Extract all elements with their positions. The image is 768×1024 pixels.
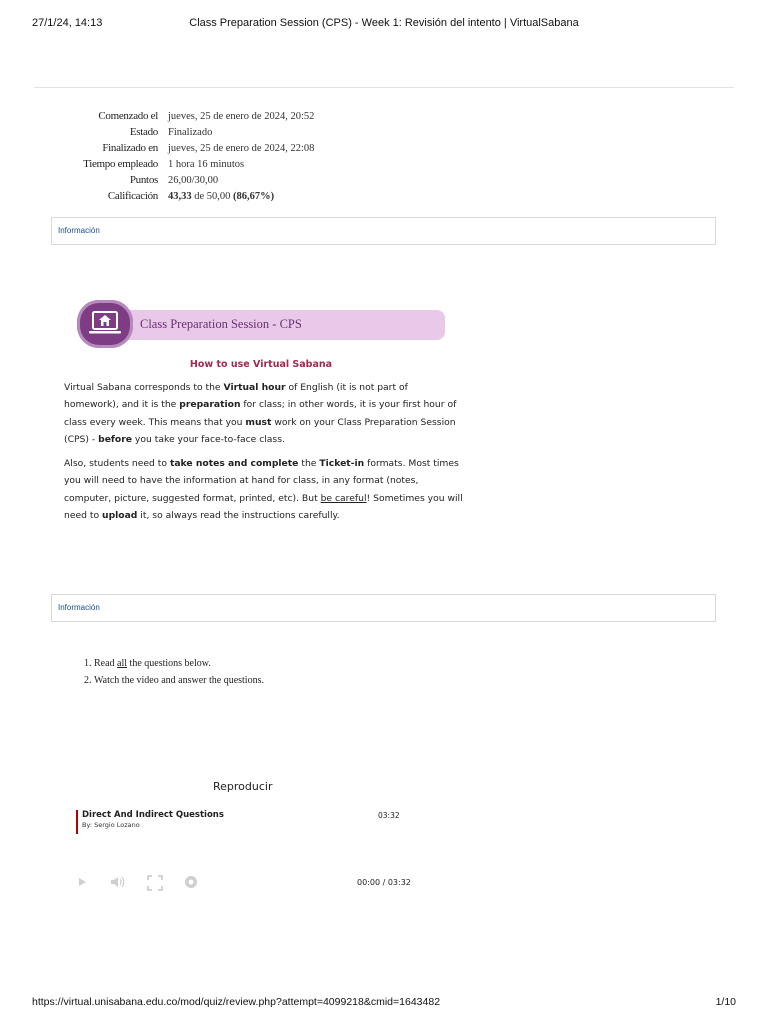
play-video-button[interactable]: Reproducir — [213, 780, 273, 793]
grade-value — [168, 188, 314, 204]
print-url: https://virtual.unisabana.edu.co/mod/quiz/review.php?attempt=4099218&cmid=1643482 — [32, 996, 441, 1008]
text-run: the questions below. — [127, 658, 211, 669]
info-box — [51, 217, 716, 245]
banner-title: Class Preparation Session - CPS — [140, 317, 302, 331]
grade-percent: (86,67%) — [233, 190, 275, 202]
summary-row-state — [60, 124, 314, 140]
summary-row-finished — [60, 140, 314, 156]
text-run: Also, students need to — [64, 458, 170, 469]
bold-run: upload — [102, 510, 138, 522]
grade-label: Calificación — [107, 190, 158, 202]
info-label: Información — [58, 603, 100, 612]
text-run: the — [298, 458, 320, 469]
section-subheading: How to use Virtual Sabana — [189, 359, 333, 370]
text-run: of English (it is not part of homework), and it is the — [64, 382, 408, 411]
bold-run: must — [245, 416, 272, 428]
bold-run: Ticket-in — [319, 458, 365, 469]
paragraph-virtual-hour — [64, 379, 464, 449]
divider — [34, 87, 734, 88]
grade-score: 43,33 — [168, 190, 192, 202]
instructions-list — [82, 655, 264, 689]
time-value: 1 hora 16 minutos — [168, 158, 245, 170]
list-item: 2. Watch the video and answer the questions. — [94, 672, 264, 689]
text-run: formats. Most times you will need to have the information at hand for class, in any format (notes, computer, picture, suggested format, printed, etc). But — [64, 458, 459, 504]
text-run: work on your Class Preparation Session (CPS) - — [64, 416, 456, 446]
bold-run: take notes and complete — [169, 458, 299, 469]
list-item — [94, 655, 264, 672]
print-datetime: 27/1/24, 14:13 — [32, 17, 103, 29]
finished-value: jueves, 25 de enero de 2024, 22:08 — [168, 142, 315, 154]
text-run: you take your face-to-face class. — [132, 434, 285, 446]
bold-run: Virtual hour — [223, 382, 286, 393]
info-label: Información — [58, 226, 100, 235]
video-author: By: Sergio Lozano — [82, 821, 140, 829]
laptop-home-icon — [77, 300, 133, 348]
underline-run: be careful — [320, 492, 367, 504]
video-time-display: 00:00 / 03:32 — [357, 878, 411, 887]
paragraph-ticket-in — [64, 455, 464, 525]
text-run: Virtual Sabana corresponds to the — [64, 382, 224, 393]
summary-row-started — [60, 108, 314, 124]
cps-banner — [77, 300, 445, 348]
started-value: jueves, 25 de enero de 2024, 20:52 — [168, 110, 315, 122]
bold-run: before — [98, 434, 133, 446]
state-value: Finalizado — [168, 126, 213, 138]
time-label: Tiempo empleado — [83, 158, 158, 170]
bold-run: preparation — [179, 399, 241, 411]
state-label: Estado — [129, 126, 158, 138]
info-box — [51, 594, 716, 622]
text-run: it, so always read the instructions carefully. — [137, 510, 340, 522]
summary-row-grade — [60, 188, 314, 204]
started-label: Comenzado el — [98, 110, 158, 122]
video-info — [76, 810, 224, 834]
play-icon[interactable] — [77, 874, 89, 895]
settings-icon[interactable] — [183, 874, 199, 895]
video-duration: 03:32 — [378, 811, 400, 820]
attempt-summary — [60, 108, 314, 204]
grade-total: de 50,00 — [191, 190, 234, 202]
volume-icon[interactable] — [109, 874, 127, 895]
points-value: 26,00/30,00 — [168, 174, 219, 186]
print-page-title: Class Preparation Session (CPS) - Week 1: Revisión del intento | VirtualSabana — [189, 17, 579, 29]
text-run: ! Sometimes you will need to — [64, 492, 463, 522]
video-title: Direct And Indirect Questions — [82, 810, 224, 820]
text-run: Read — [94, 658, 118, 669]
fullscreen-icon[interactable] — [146, 874, 164, 897]
page-number: 1/10 — [715, 996, 736, 1008]
summary-row-points — [60, 172, 314, 188]
finished-label: Finalizado en — [102, 142, 158, 154]
summary-row-time — [60, 156, 314, 172]
underline-run: all — [117, 658, 128, 669]
points-label: Puntos — [129, 174, 158, 186]
text-run: for class; in other words, it is your first hour of class every week. This means that you — [64, 399, 457, 428]
